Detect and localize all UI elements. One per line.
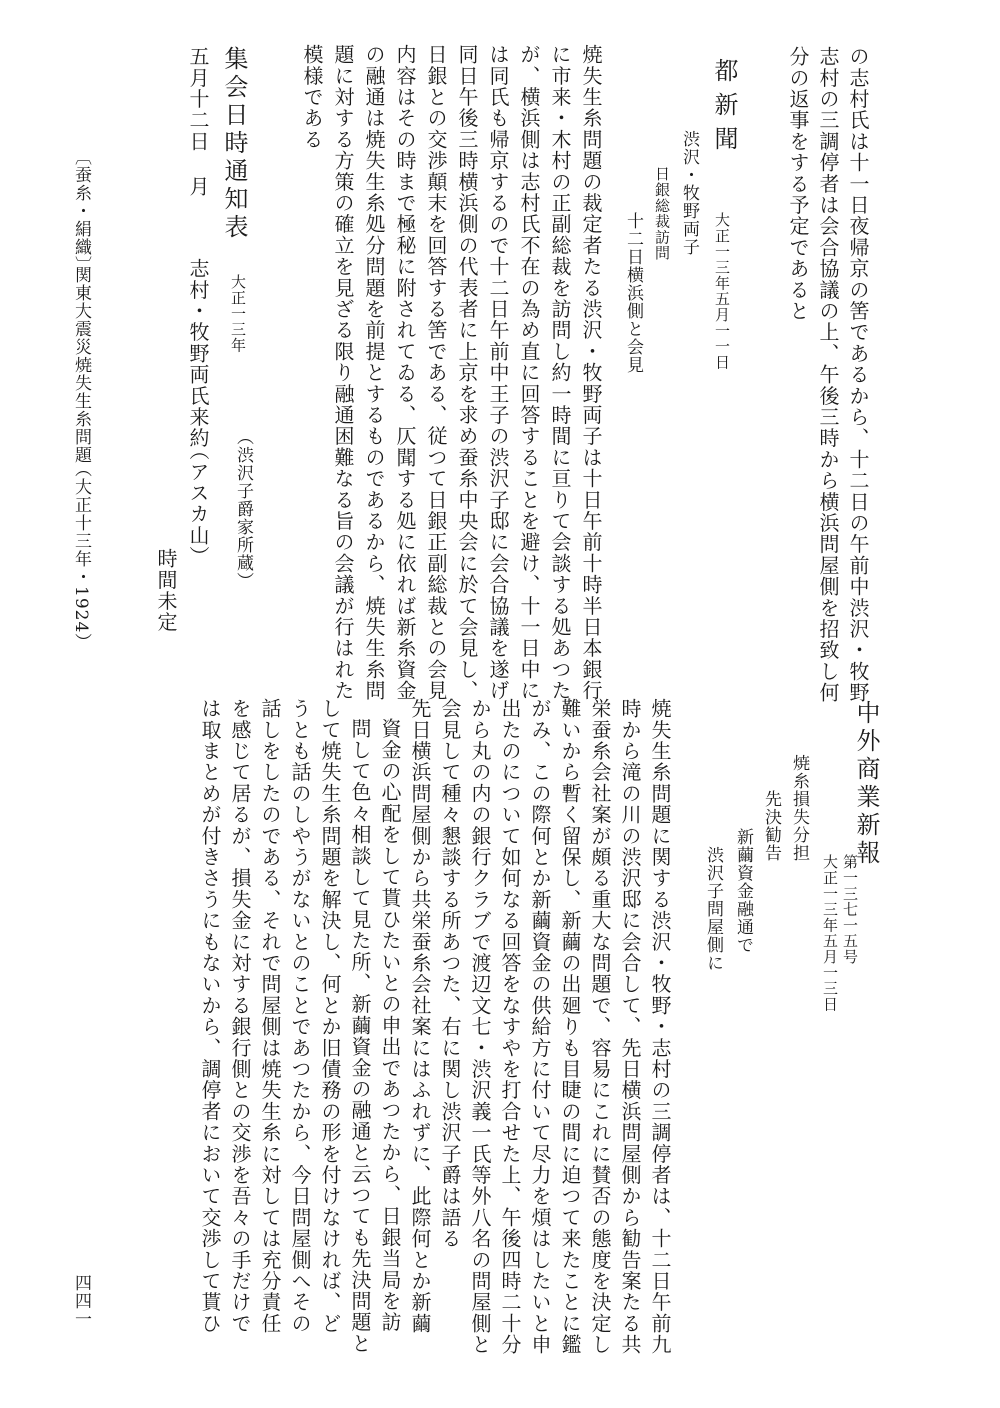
lower-issue-number: 第一三七一五号 bbox=[841, 854, 859, 965]
lower-body-line: 問して色々相談して見た所、新繭資金の融通と云つても先決問題と bbox=[348, 718, 372, 1354]
headline-1: 渋沢・牧野両子 bbox=[679, 130, 699, 256]
article-body-line: 日銀との交渉顛末を回答する筈である、従つて日銀正副総裁との会見 bbox=[424, 44, 448, 702]
lower-headline-1: 焼糸損失分担 bbox=[789, 754, 809, 862]
notice-source-note: （渋沢子爵家所蔵） bbox=[233, 428, 253, 590]
lower-headline-3: 新繭資金融通で bbox=[733, 828, 753, 954]
lower-body-line: 会見して種々懇談する所あつた、右に関し渋沢子爵は語る bbox=[438, 698, 462, 1250]
lower-body-line: 出たのについて如何なる回答をなすやを打合せた上、午後四時二十分 bbox=[498, 698, 522, 1356]
lower-body-line: うとも話のしやうがないとのことであつたから、今日問屋側へその bbox=[288, 698, 312, 1334]
lower-body-line: 時から滝の川の渋沢邸に会合して、先日横浜問屋側から勧告案たる共 bbox=[618, 698, 642, 1356]
article-body-line: 模様である bbox=[300, 44, 324, 150]
article-source: 都新聞 bbox=[710, 58, 738, 160]
continuation-line-2: 志村の三調停者は会合協議の上、午後三時から横浜問屋側を招致し何 bbox=[816, 46, 840, 704]
lower-body-line: から丸の内の銀行クラブで渡辺文七・渋沢義一氏等外八名の問屋側と bbox=[468, 698, 492, 1356]
notice-era: 大正一三年 bbox=[229, 274, 247, 353]
lower-body-line: を感じて居るが、損失金に対する銀行側との交渉を吾々の手だけで bbox=[228, 698, 252, 1334]
headline-2: 日銀総裁訪問 bbox=[653, 166, 671, 261]
lower-body-line: 難いから暫く留保し、新繭の出廻りも目睫の間に迫つて来たことに鑑 bbox=[558, 698, 582, 1356]
article-body-line: が、横浜側は志村氏不在の為め直に回答することを避け、十一日中に bbox=[517, 44, 541, 702]
notice-event: 志村・牧野両氏来約 bbox=[186, 258, 210, 449]
lower-headline-4: 渋沢子問屋側に bbox=[703, 846, 723, 972]
page-number: 四四一 bbox=[71, 1274, 91, 1328]
lower-body-line: 栄蚕糸会社案が頗る重大な問題で、容易にこれに賛否の態度を決定し bbox=[588, 698, 612, 1356]
article-body-line: 同日午後三時横浜側の代表者に上京を求め蚕糸中央会に於て会見し、 bbox=[455, 44, 479, 702]
lower-body-line: 先日横浜問屋側から共栄蚕糸会社案にはふれずに、此際何とか新繭 bbox=[408, 698, 432, 1334]
notice-place: （アスカ山） bbox=[186, 440, 210, 568]
lower-body-line: 資金の心配をして貰ひたいとの申出であつたから、日銀当局を訪 bbox=[378, 718, 402, 1333]
notice-weekday: 月 bbox=[186, 176, 210, 198]
continuation-line-3: 分の返事をする予定であると bbox=[786, 46, 810, 322]
article-body-line: 内容はその時まで極秘に附されてゐる、仄聞する処に依れば新糸資金 bbox=[393, 44, 417, 702]
lower-body-line: 話しをしたのである、それで問屋側は焼失生糸に対しては充分責任 bbox=[258, 698, 282, 1334]
notice-date: 五月十二日 bbox=[186, 46, 210, 152]
lower-body-line: 焼失生糸問題に関する渋沢・牧野・志村の三調停者は、十二日午前九 bbox=[648, 698, 672, 1356]
article-body-line: 焼失生糸問題の裁定者たる渋沢・牧野両子は十日午前十時半日本銀行 bbox=[579, 44, 603, 702]
article-body-line: に市来・木村の正副総裁を訪問し約一時間に亘りて会談する処あつた bbox=[548, 44, 572, 702]
notice-title: 集会日時通知表 bbox=[220, 46, 248, 242]
footer-category: 〔蚕糸・絹織〕 bbox=[71, 148, 91, 274]
lower-body-line: して焼失生糸問題を解決し、何とか旧債務の形を付けなければ、ど bbox=[318, 698, 342, 1334]
notice-time: 時間未定 bbox=[154, 548, 178, 633]
continuation-line-1: の志村氏は十一日夜帰京の筈であるから、十二日の午前中渋沢・牧野 bbox=[846, 46, 870, 704]
article-body-line: は同氏も帰京するので十二日午前中王子の渋沢子邸に会合協議を遂げ bbox=[486, 44, 510, 702]
footer-year: （大正十三年・1924） bbox=[71, 460, 91, 652]
article-body-line: 題に対する方策の確立を見ざる限り融通困難なる旨の会議が行はれた bbox=[331, 44, 355, 702]
article-date: 大正一三年五月一一日 bbox=[713, 212, 731, 370]
lower-headline-2: 先決勧告 bbox=[761, 790, 781, 862]
lower-body-line: がみ、この際何とか新繭資金の供給方に付いて尽力を煩はしたいと申 bbox=[528, 698, 552, 1356]
article-body-line: の融通は焼失生糸処分問題を前提とするものであるから、焼失生糸問 bbox=[362, 44, 386, 702]
footer-title: 関東大震災焼失生糸問題 bbox=[71, 266, 91, 464]
headline-3: 十二日横浜側と会見 bbox=[623, 212, 643, 374]
lower-date: 大正一三年五月一三日 bbox=[821, 854, 839, 1012]
lower-source: 中外商業新報 bbox=[852, 700, 880, 868]
lower-body-line: は取まとめが付きさうにもないから、調停者において交渉して貰ひ bbox=[198, 698, 222, 1334]
